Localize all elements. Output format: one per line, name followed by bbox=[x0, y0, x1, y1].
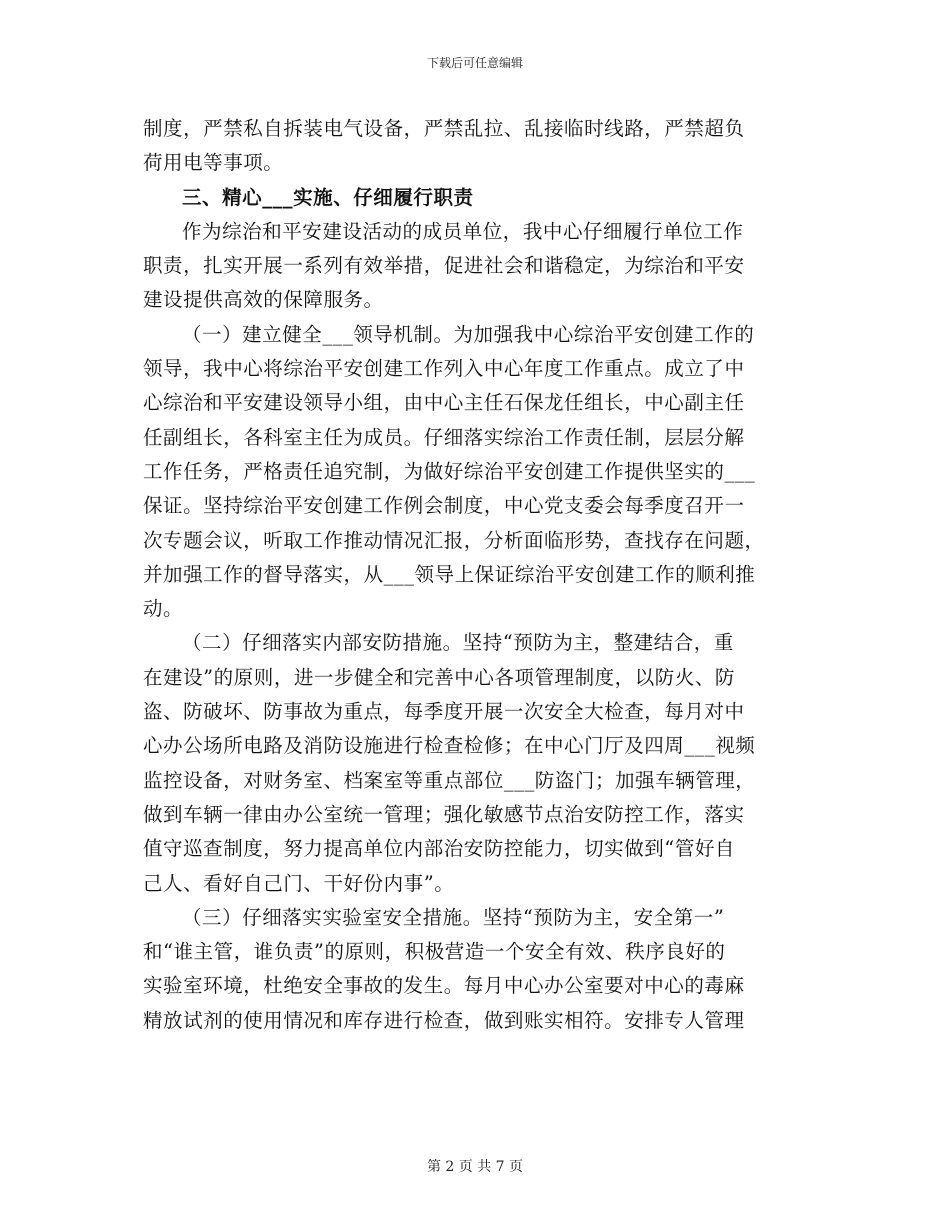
document-body bbox=[143, 112, 810, 1038]
body-line: 和“谁主管，谁负责”的原则，积极营造一个安全有效、秩序良好的 bbox=[143, 940, 726, 964]
body-line: （一）建立健全___领导机制。为加强我中心综治平安创建工作的 bbox=[182, 322, 755, 346]
body-line: （三）仔细落实实验室安全措施。坚持“预防为主，安全第一” bbox=[182, 905, 725, 929]
body-line: 保证。坚持综治平安创建工作例会制度，中心党支委会每季度召开一 bbox=[143, 494, 745, 518]
body-line: 作为综治和平安建设活动的成员单位，我中心仔细履行单位工作 bbox=[182, 219, 744, 243]
body-line: 心综治和平安建设领导小组，由中心主任石保龙任组长，中心副主任 bbox=[143, 391, 745, 415]
body-line: 任副组长，各科室主任为成员。仔细落实综治工作责任制，层层分解 bbox=[143, 425, 745, 449]
body-line: 工作任务，严格责任追究制，为做好综治平安创建工作提供坚实的___ bbox=[143, 459, 756, 483]
body-line: 建设提供高效的保障服务。 bbox=[143, 288, 384, 312]
page-footer: 第 2 页 共 7 页 bbox=[426, 1159, 524, 1175]
body-line: 领导，我中心将综治平安创建工作列入中心年度工作重点。成立了中 bbox=[143, 357, 745, 381]
body-line: （二）仔细落实内部安防措施。坚持“预防为主，整建结合，重 bbox=[182, 631, 734, 655]
body-line: 职责，扎实开展一系列有效举措，促进社会和谐稳定，为综治和平安 bbox=[143, 254, 745, 278]
body-line: 精放试剂的使用情况和库存进行检查，做到账实相符。安排专人管理 bbox=[143, 1008, 745, 1032]
body-line: 动。 bbox=[143, 597, 184, 621]
body-line: 制度，严禁私自拆装电气设备，严禁乱拉、乱接临时线路，严禁超负 bbox=[143, 117, 745, 140]
body-line: 己人、看好自己门、干好份内事”。 bbox=[143, 871, 455, 895]
body-line: 做到车辆一律由办公室统一管理；强化敏感节点治安防控工作，落实 bbox=[143, 802, 745, 826]
body-line: 次专题会议，听取工作推动情况汇报，分析面临形势，查找存在问题， bbox=[143, 528, 765, 552]
body-line: 在建设”的原则，进一步健全和完善中心各项管理制度，以防火、防 bbox=[143, 665, 735, 689]
body-line: 盗、防破坏、防事故为重点，每季度开展一次安全大检查，每月对中 bbox=[143, 700, 745, 724]
body-line: 监控设备，对财务室、档案室等重点部位___防盗门；加强车辆管理， bbox=[143, 768, 756, 792]
body-line: 心办公场所电路及消防设施进行检查检修；在中心门厅及四周___视频 bbox=[143, 734, 756, 758]
page-header: 下载后可任意编辑 bbox=[426, 56, 523, 70]
section-heading: 三、精心___实施、仔细履行职责 bbox=[182, 185, 474, 209]
body-line: 并加强工作的督导落实，从___领导上保证综治平安创建工作的顺利推 bbox=[143, 562, 756, 586]
body-line: 值守巡查制度，努力提高单位内部治安防控能力，切实做到“管好自 bbox=[143, 837, 735, 861]
body-line: 荷用电等事项。 bbox=[143, 151, 284, 175]
body-line: 实验室环境，杜绝安全事故的发生。每月中心办公室要对中心的毒麻 bbox=[143, 974, 745, 998]
